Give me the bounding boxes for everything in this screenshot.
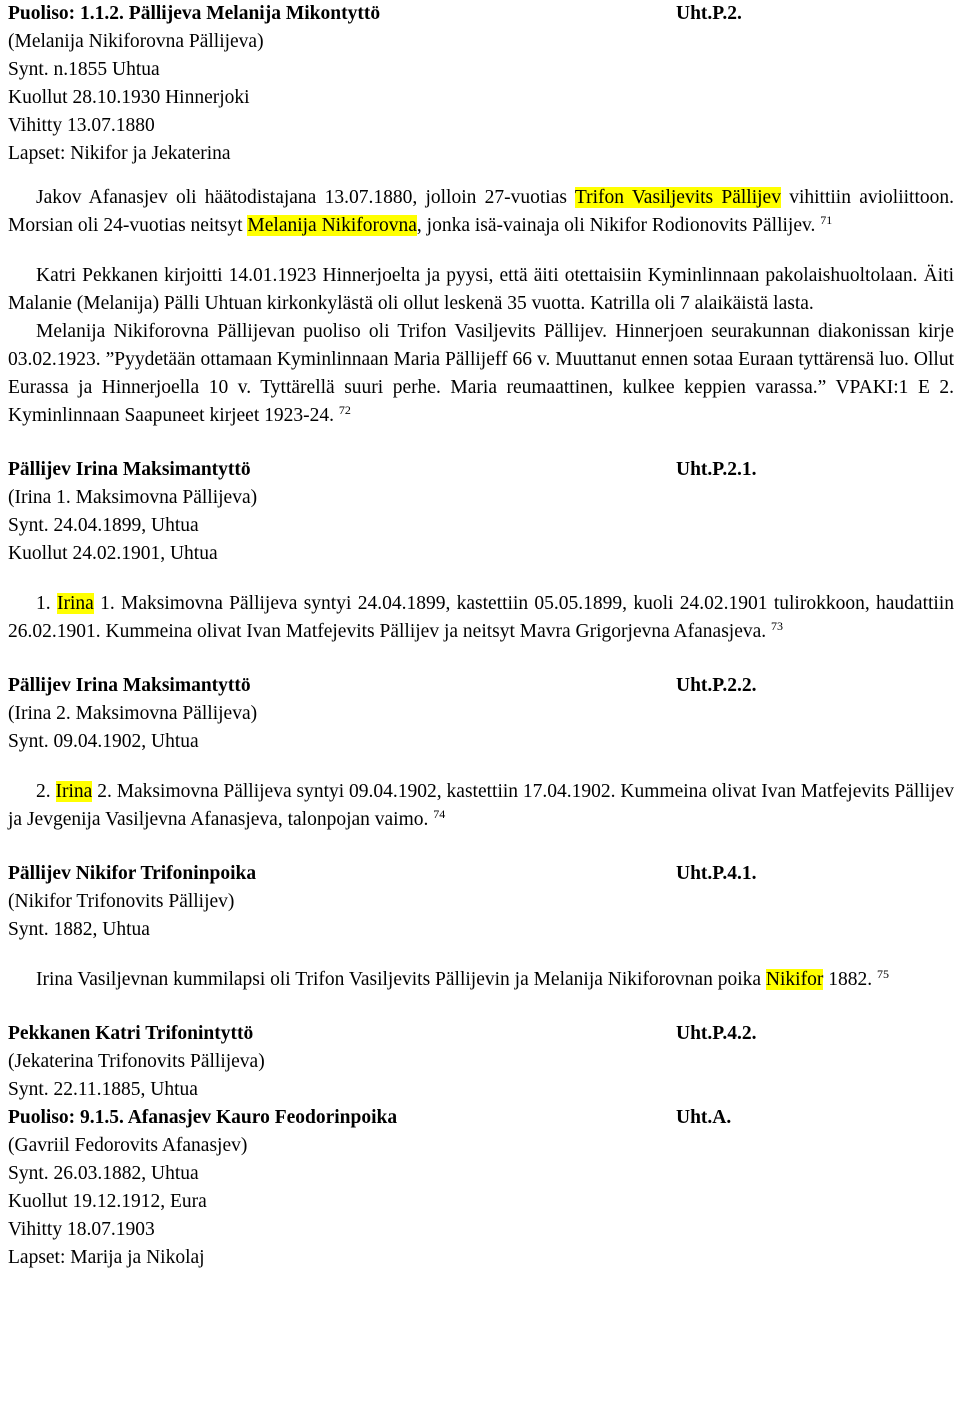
- spouse-code: Uht.A.: [676, 1107, 732, 1128]
- info-line: Vihitty 13.07.1880: [8, 115, 155, 136]
- footnote-ref: 71: [820, 213, 833, 227]
- document-page: [8, 0, 954, 1272]
- info-line: Synt. 26.03.1882, Uhtua: [8, 1163, 199, 1184]
- entry-title: Pällijev Irina Maksimantyttö: [8, 459, 251, 480]
- highlighted-name: Irina: [56, 593, 94, 614]
- footnote-ref: 74: [433, 807, 446, 821]
- entry-heading: [8, 0, 954, 28]
- highlighted-name: Irina: [55, 781, 93, 802]
- info-line: Vihitty 18.07.1903: [8, 1219, 155, 1240]
- highlighted-name: Trifon Vasiljevits Pällijev: [574, 187, 781, 208]
- info-line: Synt. 22.11.1885, Uhtua: [8, 1079, 198, 1100]
- entry-heading: [8, 672, 954, 700]
- info-line: Synt. 1882, Uhtua: [8, 919, 150, 940]
- info-line: Lapset: Marija ja Nikolaj: [8, 1247, 205, 1268]
- entry-code: Uht.P.4.2.: [676, 1023, 757, 1044]
- paragraph: Jakov Afanasjev oli häätodistajana 13.07.1880, jolloin 27-vuotias Trifon Vasiljevits Pällijev vihittiin avioliittoon. Morsian oli 24-vuotias neitsyt Melanija Nikiforovna, jonka isä-vainaja oli Nikifor Rodionovits Pällijev. $^{71}$: [8, 187, 954, 236]
- info-line: Synt. n.1855 Uhtua: [8, 59, 160, 80]
- footnote-ref: 73: [771, 619, 784, 633]
- footnote-ref: 75: [876, 967, 889, 981]
- entry-code: Uht.P.4.1.: [676, 863, 757, 884]
- entry-title: Pällijev Nikifor Trifoninpoika: [8, 863, 257, 884]
- info-line: (Irina 2. Maksimovna Pällijeva): [8, 703, 258, 724]
- entry-title: Pällijev Irina Maksimantyttö: [8, 675, 251, 696]
- entry-code: Uht.P.2.: [676, 3, 742, 24]
- footnote-ref: 72: [338, 403, 351, 417]
- info-line: (Irina 1. Maksimovna Pällijeva): [8, 487, 258, 508]
- info-line: Synt. 24.04.1899, Uhtua: [8, 515, 199, 536]
- info-line: Synt. 09.04.1902, Uhtua: [8, 731, 199, 752]
- paragraph: Irina Vasiljevnan kummilapsi oli Trifon Vasiljevits Pällijevin ja Melanija Nikiforovnan poika Nikifor 1882. $^{75}$: [36, 967, 889, 990]
- paragraph: Katri Pekkanen kirjoitti 14.01.1923 Hinnerjoelta ja pyysi, että äiti otettaisiin Kyminlinnaan pakolaishuoltolaan. Äiti Malanie (Melanija) Pälli Uhtuan kirkonkylästä oli ollut leskenä 35 vuotta. Katrilla oli 7 alaikäistä lasta.: [8, 265, 954, 314]
- entry-code: Uht.P.2.1.: [676, 459, 757, 480]
- spouse-heading: [8, 1104, 954, 1132]
- entry-title: Pekkanen Katri Trifonintyttö: [8, 1023, 254, 1044]
- entry-heading: [8, 456, 954, 484]
- paragraph: 2. Irina 2. Maksimovna Pällijeva syntyi 09.04.1902, kastettiin 17.04.1902. Kummeina olivat Ivan Matfejevits Pällijev ja Jevgenija Vasiljevna Afanasjeva, talonpojan vaimo. $^{74}$: [8, 781, 954, 830]
- info-line: (Gavriil Fedorovits Afanasjev): [8, 1135, 248, 1156]
- entry-heading: [8, 860, 954, 888]
- info-line: Kuollut 24.02.1901, Uhtua: [8, 543, 218, 564]
- spouse-title: Puoliso: 9.1.5. Afanasjev Kauro Feodorinpoika: [8, 1107, 398, 1128]
- highlighted-name: Melanija Nikiforovna: [247, 215, 417, 236]
- paragraph: 1. Irina 1. Maksimovna Pällijeva syntyi 24.04.1899, kastettiin 05.05.1899, kuoli 24.02.1901 tulirokkoon, haudattiin 26.02.1901. Kummeina olivat Ivan Matfejevits Pällijev ja neitsyt Mavra Grigorjevna Afanasjeva. $^{73}$: [8, 593, 955, 642]
- info-line: (Melanija Nikiforovna Pällijeva): [8, 31, 264, 52]
- info-line: (Jekaterina Trifonovits Pällijeva): [8, 1051, 265, 1072]
- entry-heading: [8, 1020, 954, 1048]
- entry-title: Puoliso: 1.1.2. Pällijeva Melanija Mikontyttö: [8, 3, 381, 24]
- entry-code: Uht.P.2.2.: [676, 675, 757, 696]
- highlighted-name: Nikifor: [765, 969, 824, 990]
- info-line: (Nikifor Trifonovits Pällijev): [8, 891, 235, 912]
- paragraph: Melanija Nikiforovna Pällijevan puoliso oli Trifon Vasiljevits Pällijev. Hinnerjoen seurakunnan diakonissan kirje 03.02.1923. ”Pyydetään ottamaan Kyminlinnaan Maria Pällijeff 66 v. Muuttanut ennen sotaa Euraan tyttärensä luo. Ollut Eurassa ja Hinnerjoella 10 v. Tyttärellä suuri perhe. Maria reumaattinen, kulkee keppien varassa.” VPAKI:1 E 2. Kyminlinnaan Saapuneet kirjeet 1923-24. $^{72}$: [8, 321, 954, 426]
- info-line: Kuollut 28.10.1930 Hinnerjoki: [8, 87, 250, 108]
- info-line: Kuollut 19.12.1912, Eura: [8, 1191, 207, 1212]
- info-line: Lapset: Nikifor ja Jekaterina: [8, 143, 231, 164]
